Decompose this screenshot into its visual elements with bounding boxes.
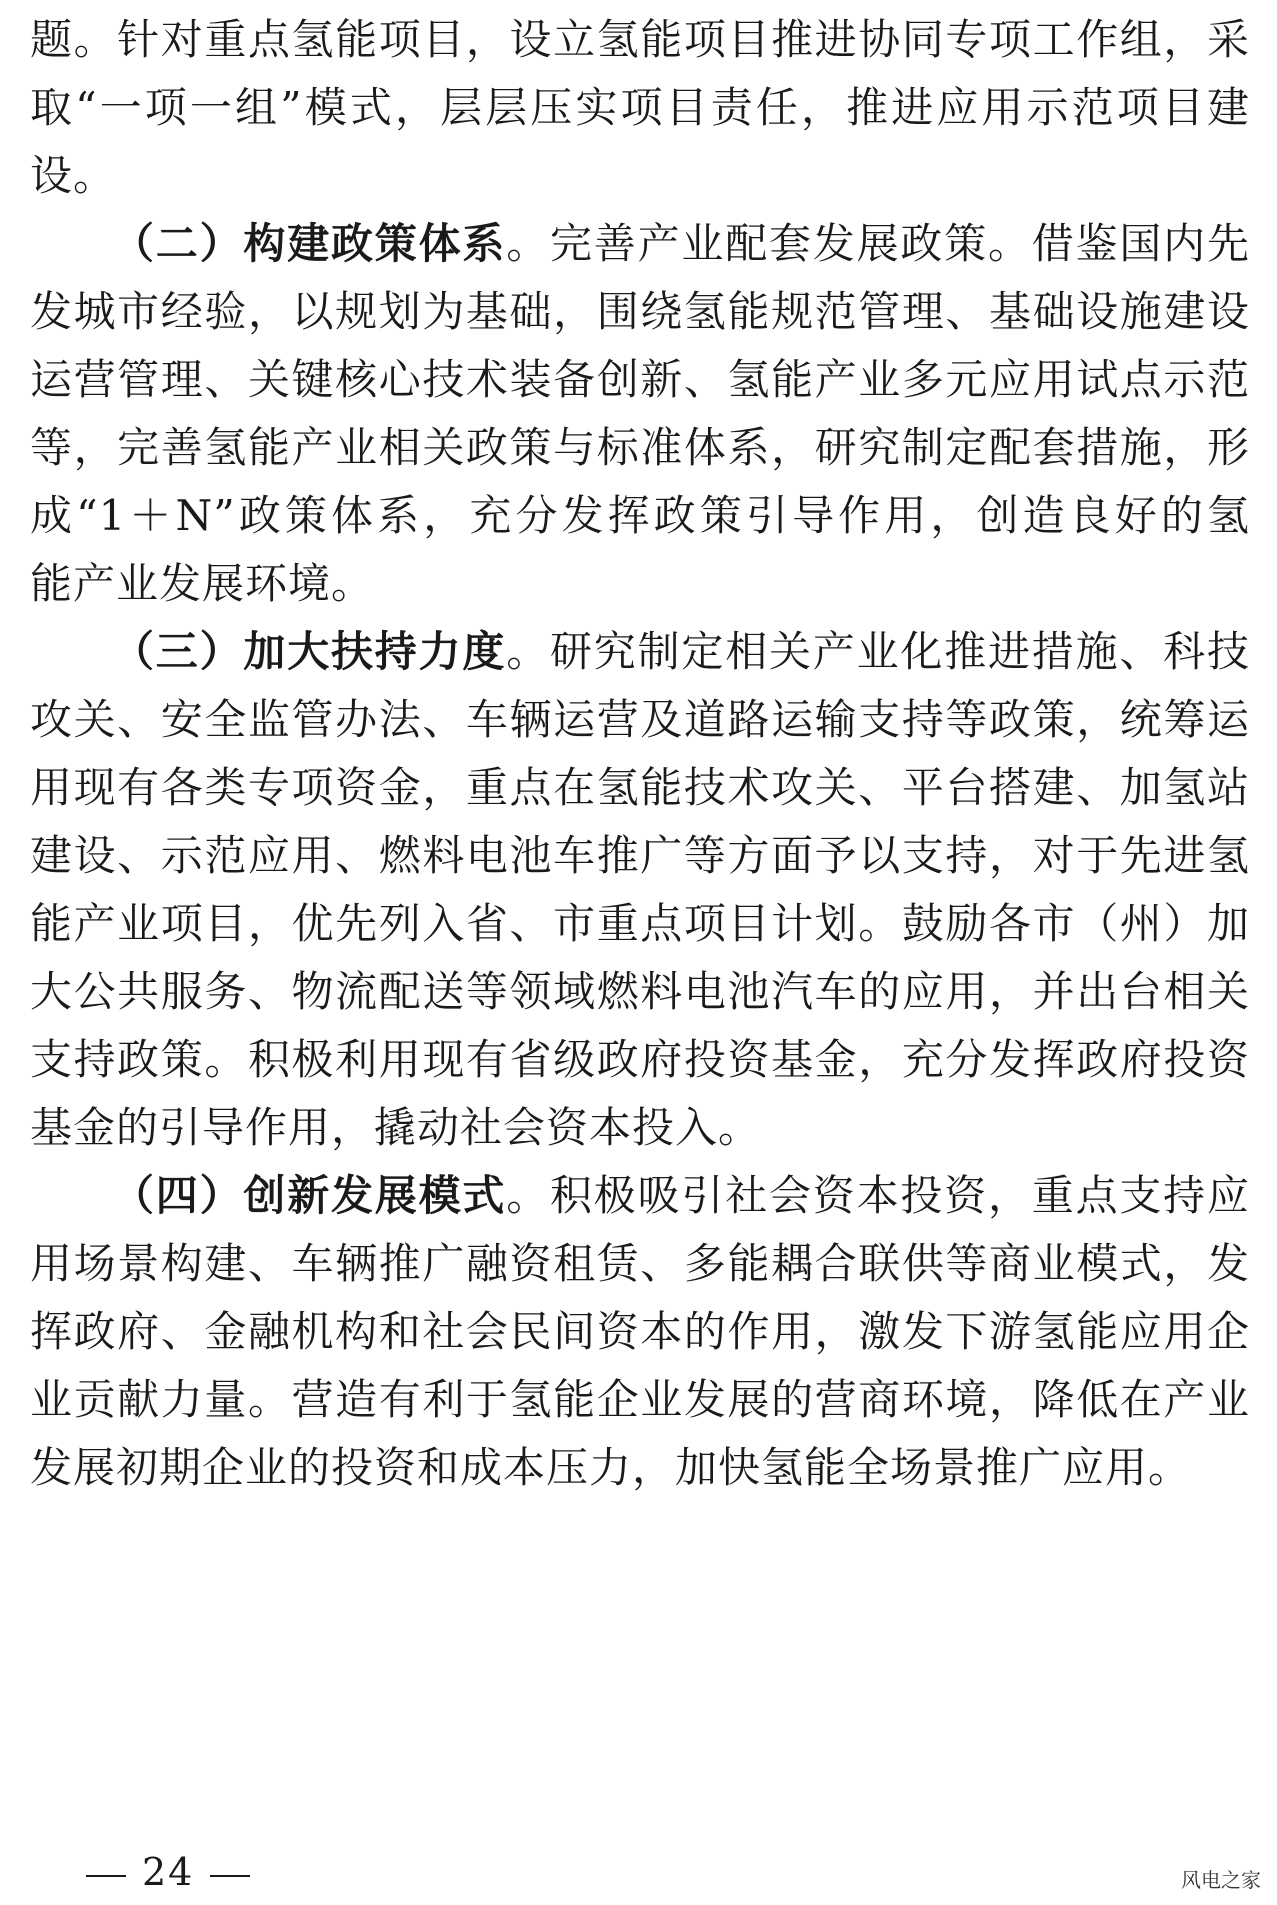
body-line: 用场景构建、车辆推广融资租赁、多能耦合联供等商业模式，发: [30, 1239, 1250, 1288]
body-line: 发展初期企业的投资和成本压力，加快氢能全场景推广应用。: [30, 1443, 1192, 1492]
body-line: 成“1＋N”政策体系，充分发挥政策引导作用，创造良好的氢: [30, 491, 1250, 540]
body-line: 设。: [30, 151, 117, 200]
body-line: 取“一项一组”模式，层层压实项目责任，推进应用示范项目建: [30, 83, 1250, 132]
body-line: 能产业发展环境。: [30, 559, 375, 608]
section-heading: （二）构建政策体系: [112, 219, 507, 268]
page-number: [70, 1850, 266, 1894]
page-number-text: 24: [142, 1850, 195, 1894]
dash-left: [86, 1875, 126, 1877]
body-line: 攻关、安全监管办法、车辆运营及道路运输支持等政策，统筹运: [30, 695, 1250, 744]
watermark: 风电之家: [1181, 1868, 1261, 1892]
body-line: 发城市经验，以规划为基础，围绕氢能规范管理、基础设施建设: [30, 287, 1250, 336]
body-line: 能产业项目，优先列入省、市重点项目计划。鼓励各市（州）加: [30, 899, 1250, 948]
body-line: 建设、示范应用、燃料电池车推广等方面予以支持，对于先进氢: [30, 831, 1250, 880]
body-line: 用现有各类专项资金，重点在氢能技术攻关、平台搭建、加氢站: [30, 763, 1250, 812]
section-heading: （三）加大扶持力度: [112, 627, 507, 676]
body-line: 业贡献力量。营造有利于氢能企业发展的营商环境，降低在产业: [30, 1375, 1250, 1424]
body-line: 大公共服务、物流配送等领域燃料电池汽车的应用，并出台相关: [30, 967, 1250, 1016]
section-heading: （四）创新发展模式: [112, 1171, 507, 1220]
body-line: 挥政府、金融机构和社会民间资本的作用，激发下游氢能应用企: [30, 1307, 1250, 1356]
body-text: 。研究制定相关产业化推进措施、科技: [506, 627, 1250, 676]
body-text: 。积极吸引社会资本投资，重点支持应: [506, 1171, 1250, 1220]
body-line: 运营管理、关键核心技术装备创新、氢能产业多元应用试点示范: [30, 355, 1250, 404]
dash-right: [210, 1875, 250, 1877]
body-line: 等，完善氢能产业相关政策与标准体系，研究制定配套措施，形: [30, 423, 1250, 472]
body-text: 。完善产业配套发展政策。借鉴国内先: [506, 219, 1250, 268]
body-line: 题。针对重点氢能项目，设立氢能项目推进协同专项工作组，采: [30, 15, 1250, 64]
body-line: 支持政策。积极利用现有省级政府投资基金，充分发挥政府投资: [30, 1035, 1250, 1084]
body-line: 基金的引导作用，撬动社会资本投入。: [30, 1103, 762, 1152]
